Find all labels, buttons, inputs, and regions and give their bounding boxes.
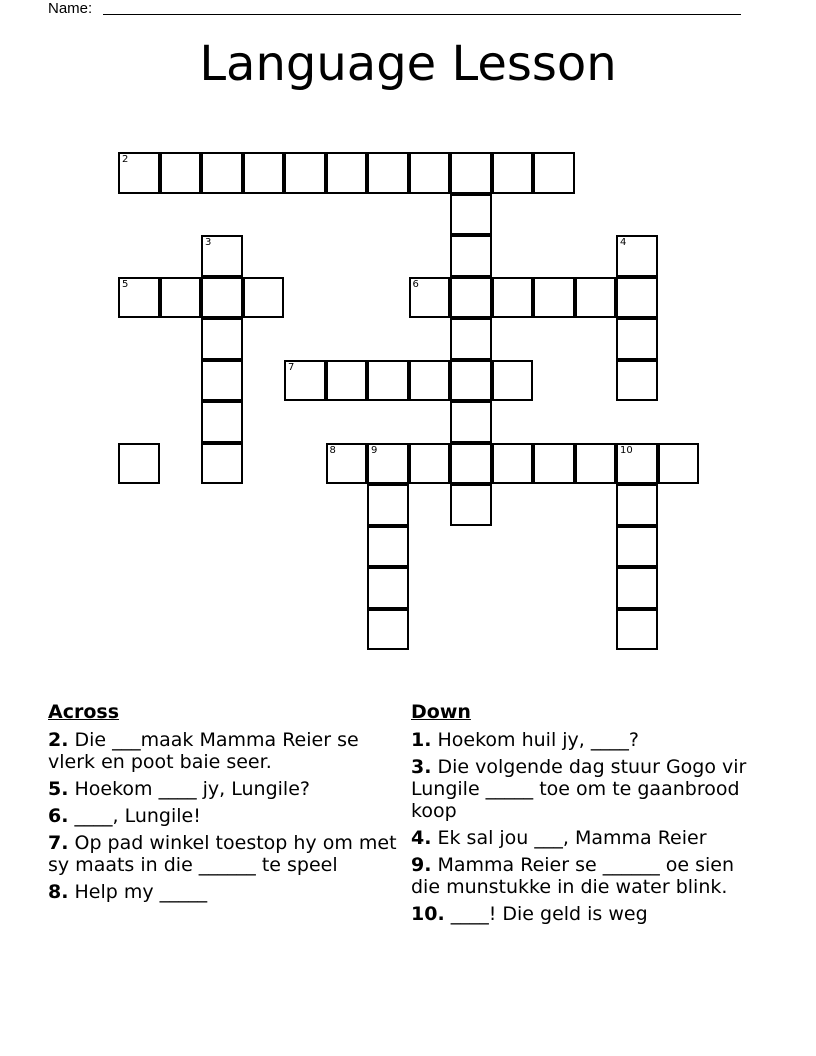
grid-cell[interactable] bbox=[284, 152, 326, 194]
grid-cell[interactable] bbox=[533, 152, 575, 194]
grid-cell[interactable] bbox=[118, 443, 160, 485]
grid-cell[interactable] bbox=[616, 526, 658, 568]
clue-item bbox=[411, 854, 756, 898]
clue-item-number: 10. bbox=[411, 903, 445, 925]
clue-item-text: Hoekom ____ jy, Lungile? bbox=[74, 778, 310, 800]
clue-item-number: 2. bbox=[48, 729, 69, 751]
clue-item bbox=[411, 827, 756, 849]
grid-cell[interactable] bbox=[450, 152, 492, 194]
clue-item-number: 6. bbox=[48, 805, 69, 827]
grid-cell[interactable] bbox=[118, 152, 160, 194]
grid-cell[interactable] bbox=[492, 152, 534, 194]
clue-item bbox=[411, 756, 756, 822]
grid-cell[interactable] bbox=[284, 360, 326, 402]
clue-item-text: Mamma Reier se ______ oe sien die munstukke in die water blink. bbox=[411, 854, 735, 898]
page-title: Language Lesson bbox=[199, 36, 617, 92]
clue-item-text: ____! Die geld is weg bbox=[450, 903, 648, 925]
grid-cell[interactable] bbox=[616, 484, 658, 526]
grid-cell[interactable] bbox=[450, 360, 492, 402]
clue-item bbox=[48, 832, 408, 876]
grid-cell[interactable] bbox=[243, 277, 285, 319]
grid-cell[interactable] bbox=[616, 567, 658, 609]
grid-cell[interactable] bbox=[450, 194, 492, 236]
clue-item-number: 3. bbox=[411, 756, 432, 778]
grid-cell[interactable] bbox=[616, 235, 658, 277]
grid-cell[interactable] bbox=[201, 277, 243, 319]
clue-item-text: Ek sal jou ___, Mamma Reier bbox=[437, 827, 707, 849]
clue-item-text: Op pad winkel toestop hy om met sy maats in die ______ te speel bbox=[48, 832, 397, 876]
clue-item bbox=[48, 778, 408, 800]
clue-number: 2 bbox=[122, 154, 129, 165]
down-heading: Down bbox=[411, 701, 471, 723]
clue-number: 5 bbox=[122, 278, 129, 290]
clue-item-number: 8. bbox=[48, 881, 69, 903]
grid-cell[interactable] bbox=[367, 526, 409, 568]
across-clue-list bbox=[48, 729, 408, 903]
clue-item-number: 1. bbox=[411, 729, 432, 751]
grid-cell[interactable] bbox=[616, 360, 658, 402]
grid-cell[interactable] bbox=[450, 484, 492, 526]
grid-cell[interactable] bbox=[201, 360, 243, 402]
grid-cell[interactable] bbox=[575, 277, 617, 319]
grid-cell[interactable] bbox=[201, 443, 243, 485]
grid-cell[interactable] bbox=[201, 235, 243, 277]
grid-cell[interactable] bbox=[409, 443, 451, 485]
grid-cell[interactable] bbox=[450, 318, 492, 360]
grid-cell[interactable] bbox=[450, 443, 492, 485]
grid-cell[interactable] bbox=[450, 235, 492, 277]
grid-cell[interactable] bbox=[367, 567, 409, 609]
clue-item-text: Die volgende dag stuur Gogo vir Lungile _____ toe om te gaanbrood koop bbox=[411, 756, 747, 822]
grid-cell[interactable] bbox=[616, 318, 658, 360]
clue-number: 6 bbox=[412, 278, 419, 290]
grid-cell[interactable] bbox=[160, 152, 202, 194]
clue-item bbox=[48, 881, 408, 903]
grid-cell[interactable] bbox=[367, 360, 409, 402]
clue-item-number: 7. bbox=[48, 832, 69, 854]
across-clues bbox=[48, 701, 408, 908]
clue-number: 7 bbox=[288, 361, 295, 373]
name-label: Name: bbox=[48, 0, 93, 17]
across-heading: Across bbox=[48, 701, 120, 723]
grid-cell[interactable] bbox=[201, 401, 243, 443]
grid-cell[interactable] bbox=[616, 443, 658, 485]
clue-number: 9 bbox=[371, 444, 378, 456]
clue-number: 4 bbox=[620, 237, 627, 248]
grid-cell[interactable] bbox=[533, 443, 575, 485]
grid-cell[interactable] bbox=[326, 360, 368, 402]
grid-cell[interactable] bbox=[616, 609, 658, 651]
grid-cell[interactable] bbox=[492, 443, 534, 485]
grid-cell[interactable] bbox=[367, 484, 409, 526]
clue-item bbox=[48, 729, 408, 773]
grid-cell[interactable] bbox=[201, 318, 243, 360]
clue-item bbox=[48, 805, 408, 827]
grid-cell[interactable] bbox=[367, 609, 409, 651]
grid-cell[interactable] bbox=[326, 152, 368, 194]
clue-item-text: Die ___maak Mamma Reier se vlerk en poot baie seer. bbox=[48, 729, 359, 773]
grid-cell[interactable] bbox=[118, 277, 160, 319]
grid-cell[interactable] bbox=[533, 277, 575, 319]
clue-item bbox=[411, 903, 756, 925]
grid-cell[interactable] bbox=[575, 443, 617, 485]
grid-cell[interactable] bbox=[367, 443, 409, 485]
grid-cell[interactable] bbox=[409, 360, 451, 402]
grid-cell[interactable] bbox=[450, 401, 492, 443]
clue-number: 8 bbox=[329, 444, 336, 456]
grid-cell[interactable] bbox=[409, 152, 451, 194]
grid-cell[interactable] bbox=[492, 360, 534, 402]
down-clues bbox=[411, 701, 756, 930]
clue-item-number: 4. bbox=[411, 827, 432, 849]
grid-cell[interactable] bbox=[243, 152, 285, 194]
grid-cell[interactable] bbox=[367, 152, 409, 194]
grid-cell[interactable] bbox=[492, 277, 534, 319]
clue-item-text: Help my _____ bbox=[74, 881, 208, 903]
clue-number: 3 bbox=[205, 237, 212, 248]
grid-cell[interactable] bbox=[201, 152, 243, 194]
down-clue-list bbox=[411, 729, 756, 925]
grid-cell[interactable] bbox=[409, 277, 451, 319]
grid-cell[interactable] bbox=[450, 277, 492, 319]
grid-cell[interactable] bbox=[658, 443, 700, 485]
clue-item bbox=[411, 729, 756, 751]
clue-item-number: 9. bbox=[411, 854, 432, 876]
grid-cell[interactable] bbox=[616, 277, 658, 319]
grid-cell[interactable] bbox=[326, 443, 368, 485]
clue-number: 10 bbox=[620, 444, 633, 456]
clue-item-text: Hoekom huil jy, ____? bbox=[437, 729, 639, 751]
clue-item-text: ____, Lungile! bbox=[74, 805, 201, 827]
grid-cell[interactable] bbox=[160, 277, 202, 319]
clue-item-number: 5. bbox=[48, 778, 69, 800]
